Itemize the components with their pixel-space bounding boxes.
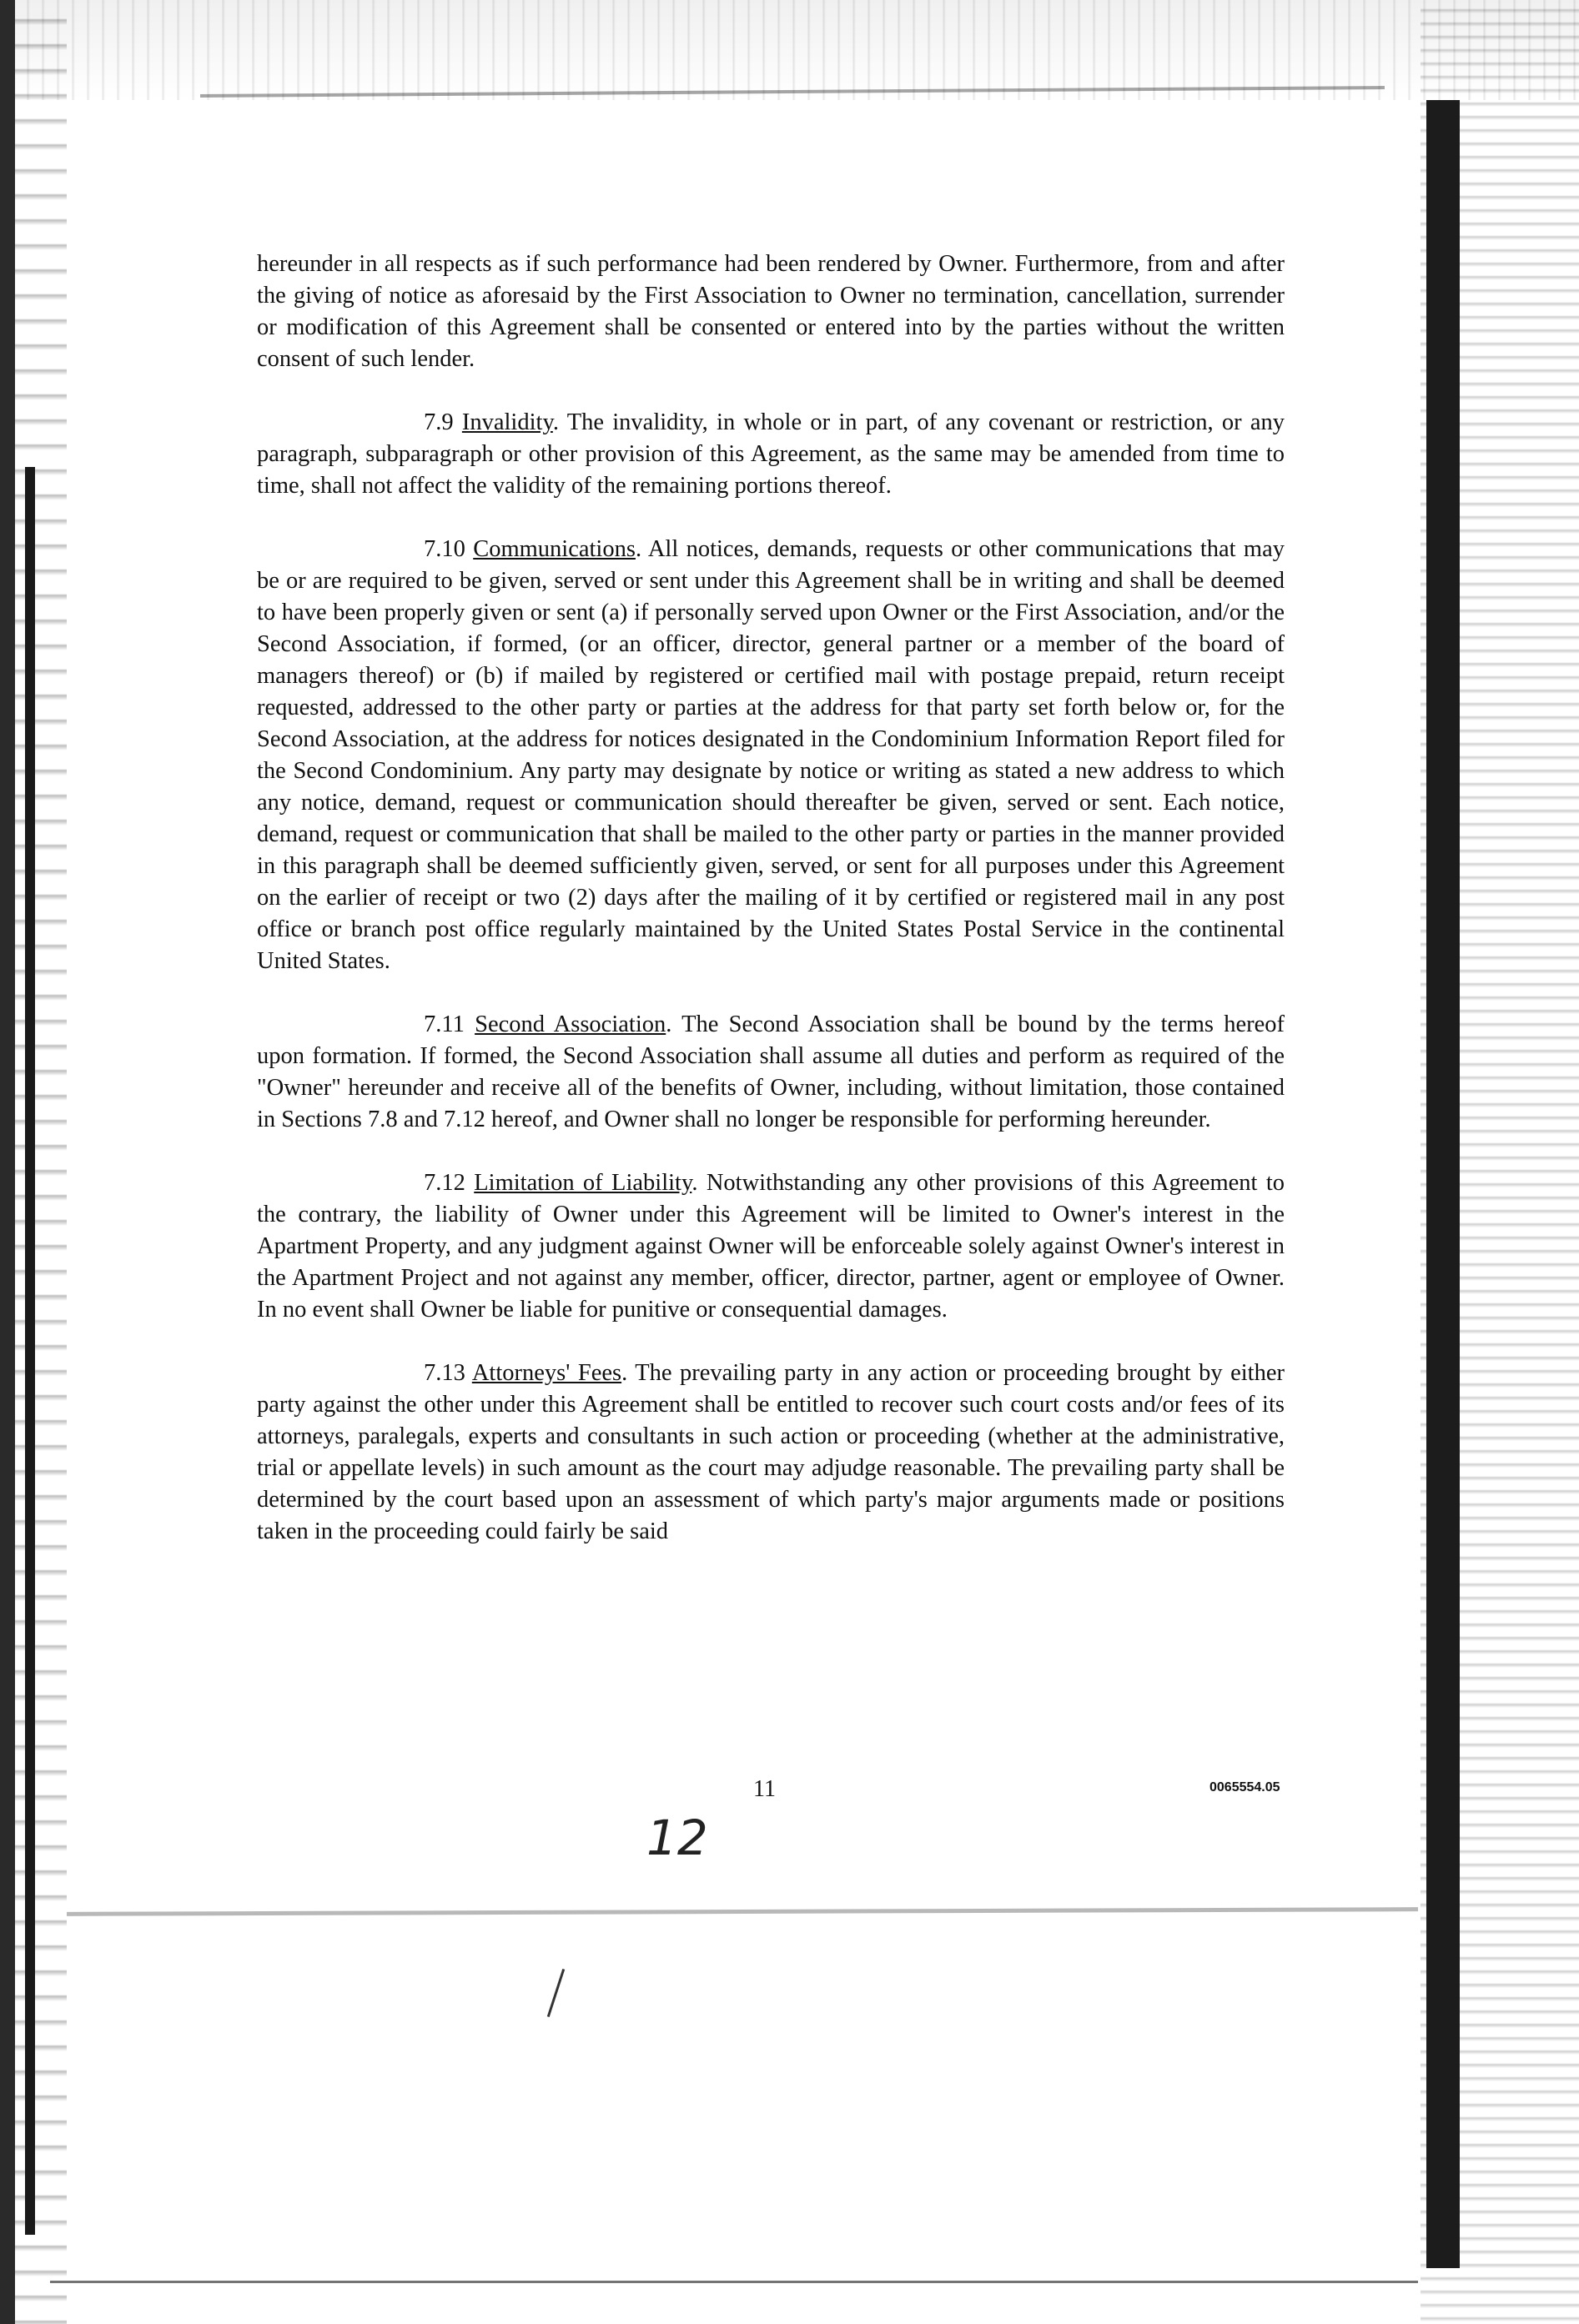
section-heading: Attorneys' Fees [471,1360,622,1386]
section-number: 7.9 [424,409,454,435]
scan-binding-left [25,467,35,2235]
handwritten-page-number: 12 [646,1810,708,1866]
section-text: The Second Association shall be bound by the terms hereof upon formation. If formed, the Second Association shall assume all duties and perform as required of the "Owner" hereunder and receive all of the benefits of Owner, including, without limitation, those contained in Sections 7.8 and 7.12 hereof, and Owner shall no longer be responsible for performing hereunder. [257,1011,1285,1132]
stray-pen-mark [547,1969,565,2017]
section-7-11: 7.11 Second Association. The Second Association shall be bound by the terms hereof upon formation. If formed, the Second Association shall assume all duties and perform as required of the "Owner" hereunder and receive all of the benefits of Owner, including, without limitation, those contained in Sections 7.8 and 7.12 hereof, and Owner shall no longer be responsible for performing hereunder. [257,1009,1285,1136]
section-heading: Communications [473,536,636,562]
scan-edge-line-bottom [50,2281,1418,2283]
section-heading: Limitation of Liability [474,1170,692,1196]
section-text: The invalidity, in whole or in part, of any covenant or restriction, or any paragraph, subparagraph or other provision of this Agreement, as the same may be amended from time to time, shall not affect the validity of the remaining portions thereof. [257,409,1285,499]
section-text: The prevailing party in any action or proceeding brought by either party against the other under this Agreement shall be entitled to recover such court costs and/or fees of its attorneys, paralegals, experts and consultants in such action or proceeding (whether at the administrative, trial or appellate levels) in such amount as the court may adjudge reasonable. The prevailing party shall be determined by the court based upon an assessment of which party's major arguments made or positions taken in the proceeding could fairly be said [257,1360,1285,1544]
section-heading: Invalidity [461,409,553,435]
section-number: 7.10 [424,536,465,562]
scan-edge-left [0,0,15,2324]
paragraph-continuation [257,248,1285,375]
section-number: 7.12 [424,1170,465,1196]
section-7-9: 7.9 Invalidity. The invalidity, in whole or in part, of any covenant or restriction, or any paragraph, subparagraph or other provision of this Agreement, as the same may be amended from time to time, shall not affect the validity of the remaining portions thereof. [257,407,1285,502]
scan-fold-line [67,1907,1418,1916]
section-7-12: 7.12 Limitation of Liability. Notwithstanding any other provisions of this Agreement to the contrary, the liability of Owner under this Agreement will be limited to Owner's interest in the Apartment Property, and any judgment against Owner will be enforceable solely against Owner's interest in the Apartment Project and not against any member, officer, director, partner, agent or employee of Owner. In no event shall Owner be liable for punitive or consequential damages. [257,1167,1285,1326]
paragraph-text: hereunder in all respects as if such performance had been rendered by Owner. Furthermore, from and after the giving of notice as aforesaid by the First Association to Owner no termination, cancellation, surrender or modification of this Agreement shall be consented or entered into by the parties without the written consent of such lender. [257,251,1285,372]
section-number: 7.13 [424,1360,465,1386]
scan-binding-right [1426,100,1460,2268]
section-number: 7.11 [424,1011,465,1037]
section-text: All notices, demands, requests or other communications that may be or are required to be given, served or sent under this Agreement shall be in writing and shall be deemed to have been properly given or sent (a) if personally served upon Owner or the First Association, and/or the Second Association, if formed, (or an officer, director, general partner or a member of the board of managers thereof) or (b) if mailed by registered or certified mail with postage prepaid, return receipt requested, addressed to the other party or parties at the address for that party set forth below or, for the Second Association, at the address for notices designated in the Condominium Information Report filed for the Second Condominium. Any party may designate by notice or writing as stated a new address to which any notice, demand, request or communication should thereafter be given, served or sent. Each notice, demand, request or communication that shall be mailed to the other party or parties in the manner provided in this paragraph shall be deemed sufficiently given, served, or sent for all purposes under this Agreement on the earlier of receipt or two (2) days after the mailing of it by certified or registered mail in any post office or branch post office regularly maintained by the United States Postal Service in the continental United States. [257,536,1285,974]
document-body [257,248,1285,1579]
section-text: Notwithstanding any other provisions of this Agreement to the contrary, the liability of Owner under this Agreement will be limited to Owner's interest in the Apartment Property, and any judgment against Owner will be enforceable solely against Owner's interest in the Apartment Project and not against any member, officer, director, partner, agent or employee of Owner. In no event shall Owner be liable for punitive or consequential damages. [257,1170,1285,1323]
section-7-13: 7.13 Attorneys' Fees. The prevailing party in any action or proceeding brought by either party against the other under this Agreement shall be entitled to recover such court costs and/or fees of its attorneys, paralegals, experts and consultants in such action or proceeding (whether at the administrative, trial or appellate levels) in such amount as the court may adjudge reasonable. The prevailing party shall be determined by the court based upon an assessment of which party's major arguments made or positions taken in the proceeding could fairly be said [257,1358,1285,1548]
scan-noise-top [0,0,1579,100]
section-heading: Second Association [475,1011,666,1037]
page-number: 11 [753,1776,776,1802]
document-code: 0065554.05 [1209,1780,1280,1794]
section-7-10: 7.10 Communications. All notices, demands, requests or other communications that may be or are required to be given, served or sent under this Agreement shall be in writing and shall be deemed to have been properly given or sent (a) if personally served upon Owner or the First Association, and/or the Second Association, if formed, (or an officer, director, general partner or a member of the board of managers thereof) or (b) if mailed by registered or certified mail with postage prepaid, return receipt requested, addressed to the other party or parties at the address for that party set forth below or, for the Second Association, at the address for notices designated in the Condominium Information Report filed for the Second Condominium. Any party may designate by notice or writing as stated a new address to which any notice, demand, request or communication should thereafter be given, served or sent. Each notice, demand, request or communication that shall be mailed to the other party or parties in the manner provided in this paragraph shall be deemed sufficiently given, served, or sent for all purposes under this Agreement on the earlier of receipt or two (2) days after the mailing of it by certified or registered mail in any post office or branch post office regularly maintained by the United States Postal Service in the continental United States. [257,534,1285,977]
